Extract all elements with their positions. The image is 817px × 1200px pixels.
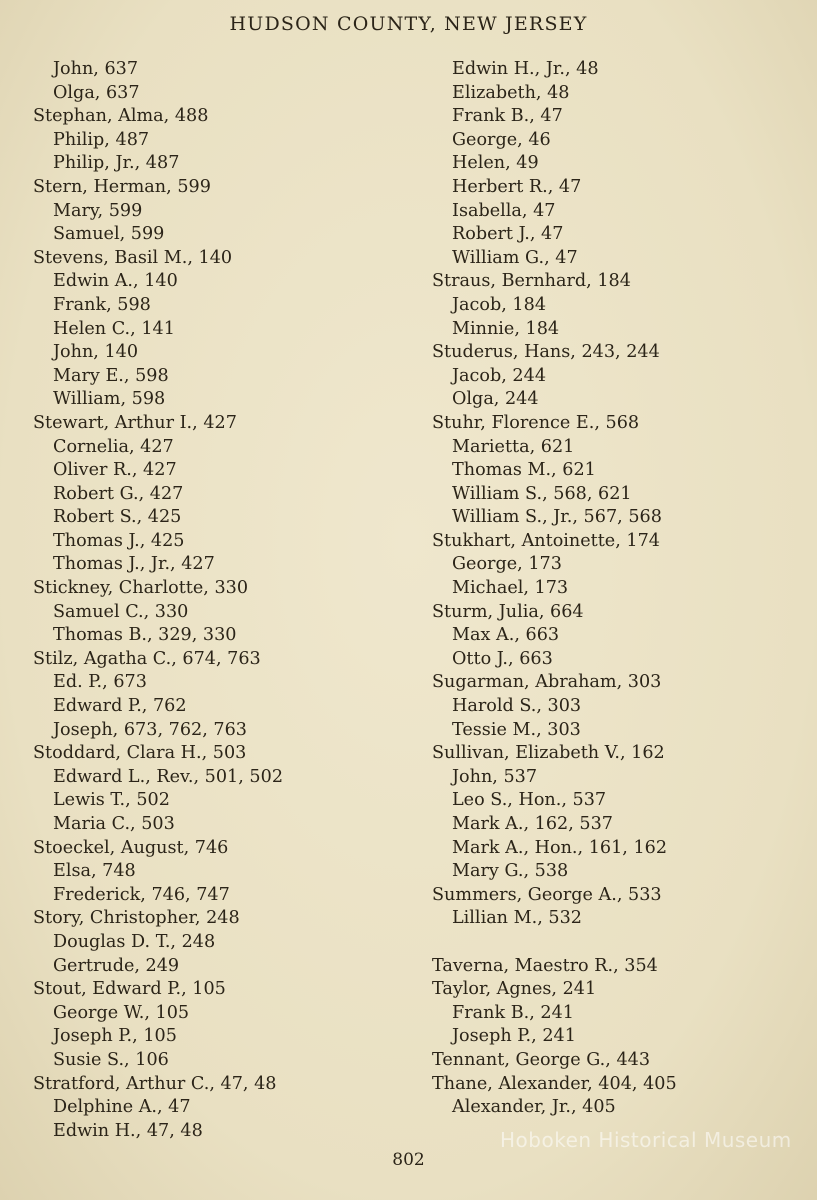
index-entry: Taylor, Agnes, 241	[432, 979, 597, 1000]
index-subentry: Frederick, 746, 747	[53, 884, 230, 905]
index-subentry: Olga, 637	[53, 82, 140, 103]
index-subentry: Mary E., 598	[53, 365, 169, 386]
index-subentry: Delphine A., 47	[53, 1097, 191, 1118]
index-subentry: Samuel C., 330	[53, 601, 189, 622]
index-subentry: Harold S., 303	[452, 696, 582, 717]
index-subentry: William S., Jr., 567, 568	[452, 507, 662, 528]
index-subentry: Oliver R., 427	[53, 460, 177, 481]
index-subentry: Max A., 663	[452, 625, 560, 646]
index-entry: Sugarman, Abraham, 303	[432, 672, 662, 693]
index-subentry: Edwin H., 47, 48	[53, 1120, 203, 1141]
index-subentry: Elizabeth, 48	[452, 82, 570, 103]
index-subentry: Elsa, 748	[53, 861, 136, 882]
index-subentry: Susie S., 106	[53, 1049, 169, 1070]
index-subentry: Lillian M., 532	[452, 908, 582, 929]
index-subentry: Philip, 487	[53, 129, 150, 150]
page-header-title: HUDSON COUNTY, NEW JERSEY	[229, 13, 588, 35]
index-subentry: Frank B., 47	[452, 106, 563, 127]
index-subentry: George, 173	[452, 554, 562, 575]
index-subentry: Lewis T., 502	[53, 790, 170, 811]
index-subentry: Maria C., 503	[53, 814, 175, 834]
index-subentry: Robert G., 427	[53, 483, 184, 504]
index-column-right	[432, 58, 802, 1120]
index-subentry: Ed. P., 673	[53, 672, 147, 693]
index-subentry: Mary, 599	[53, 200, 143, 221]
index-subentry: Cornelia, 427	[53, 436, 174, 457]
index-subentry: Joseph P., 105	[53, 1026, 177, 1047]
index-subentry: Mary G., 538	[452, 861, 569, 882]
index-subentry: Otto J., 663	[452, 648, 553, 669]
index-subentry: Mark A., 162, 537	[452, 814, 613, 834]
index-subentry: Thomas B., 329, 330	[53, 625, 237, 646]
index-subentry: Edwin H., Jr., 48	[452, 59, 599, 79]
index-entry: Thane, Alexander, 404, 405	[432, 1073, 677, 1094]
index-entry: Stratford, Arthur C., 47, 48	[33, 1073, 277, 1094]
index-subentry: William S., 568, 621	[452, 483, 632, 504]
index-entry: Studerus, Hans, 243, 244	[432, 342, 660, 363]
index-entry: Stickney, Charlotte, 330	[33, 578, 249, 599]
index-entry: Stern, Herman, 599	[33, 176, 211, 197]
index-column-left	[33, 58, 403, 1143]
index-entry: Stephan, Alma, 488	[33, 106, 209, 127]
index-entry: Stilz, Agatha C., 674, 763	[33, 648, 261, 669]
index-subentry: Robert J., 47	[452, 224, 564, 245]
index-entry: Stuhr, Florence E., 568	[432, 412, 640, 433]
index-subentry: Tessie M., 303	[452, 719, 581, 740]
index-subentry: George W., 105	[53, 1002, 190, 1023]
index-entry: Sturm, Julia, 664	[432, 601, 584, 622]
index-subentry: Edwin A., 140	[53, 271, 178, 292]
index-entry: Stevens, Basil M., 140	[33, 247, 233, 268]
index-subentry: Minnie, 184	[452, 318, 560, 339]
index-subentry: Robert S., 425	[53, 507, 182, 528]
index-subentry: Philip, Jr., 487	[53, 153, 180, 174]
index-entry: Stukhart, Antoinette, 174	[432, 530, 660, 551]
index-entry: Sullivan, Elizabeth V., 162	[432, 743, 665, 764]
index-subentry: Joseph P., 241	[452, 1026, 576, 1047]
index-subentry: Marietta, 621	[452, 436, 575, 457]
index-subentry: Herbert R., 47	[452, 176, 582, 197]
index-subentry: William G., 47	[452, 247, 578, 268]
index-subentry: Thomas J., 425	[53, 530, 185, 551]
index-entry: Summers, George A., 533	[432, 884, 662, 905]
index-subentry: Douglas D. T., 248	[53, 931, 216, 952]
index-subentry: Frank B., 241	[452, 1002, 574, 1023]
index-subentry: Frank, 598	[53, 294, 151, 315]
index-subentry: Mark A., Hon., 161, 162	[452, 837, 668, 858]
index-gap	[432, 931, 802, 955]
index-subentry: Helen C., 141	[53, 318, 175, 339]
index-subentry: Michael, 173	[452, 578, 569, 599]
index-subentry: Jacob, 244	[452, 365, 547, 386]
index-entry: Stoddard, Clara H., 503	[33, 743, 247, 764]
index-subentry: Jacob, 184	[452, 294, 547, 315]
index-subentry: Leo S., Hon., 537	[452, 790, 607, 811]
page-number: 802	[392, 1150, 425, 1170]
index-subentry: Edward P., 762	[53, 696, 187, 717]
index-subentry: Olga, 244	[452, 389, 539, 410]
index-subentry: Joseph, 673, 762, 763	[53, 719, 247, 740]
index-subentry: Thomas J., Jr., 427	[53, 554, 215, 575]
index-subentry: Isabella, 47	[452, 200, 556, 221]
index-entry: Taverna, Maestro R., 354	[432, 955, 658, 976]
index-subentry: Gertrude, 249	[53, 955, 180, 976]
index-entry: Straus, Bernhard, 184	[432, 271, 631, 292]
index-subentry: Edward L., Rev., 501, 502	[53, 766, 284, 787]
index-subentry: Helen, 49	[452, 153, 539, 174]
index-entry: Tennant, George G., 443	[432, 1049, 651, 1070]
index-subentry: John, 537	[452, 766, 538, 787]
index-subentry: John, 140	[53, 342, 139, 363]
index-entry: Story, Christopher, 248	[33, 908, 240, 929]
index-subentry: John, 637	[53, 59, 139, 79]
index-subentry: Alexander, Jr., 405	[452, 1097, 616, 1118]
index-subentry: William, 598	[53, 389, 166, 410]
index-subentry: Thomas M., 621	[452, 460, 596, 481]
index-entry: Stout, Edward P., 105	[33, 979, 226, 1000]
watermark: Hoboken Historical Museum	[500, 1128, 792, 1152]
index-subentry: Samuel, 599	[53, 224, 165, 245]
index-subentry: George, 46	[452, 129, 551, 150]
index-entry: Stoeckel, August, 746	[33, 837, 229, 858]
index-entry: Stewart, Arthur I., 427	[33, 412, 237, 433]
